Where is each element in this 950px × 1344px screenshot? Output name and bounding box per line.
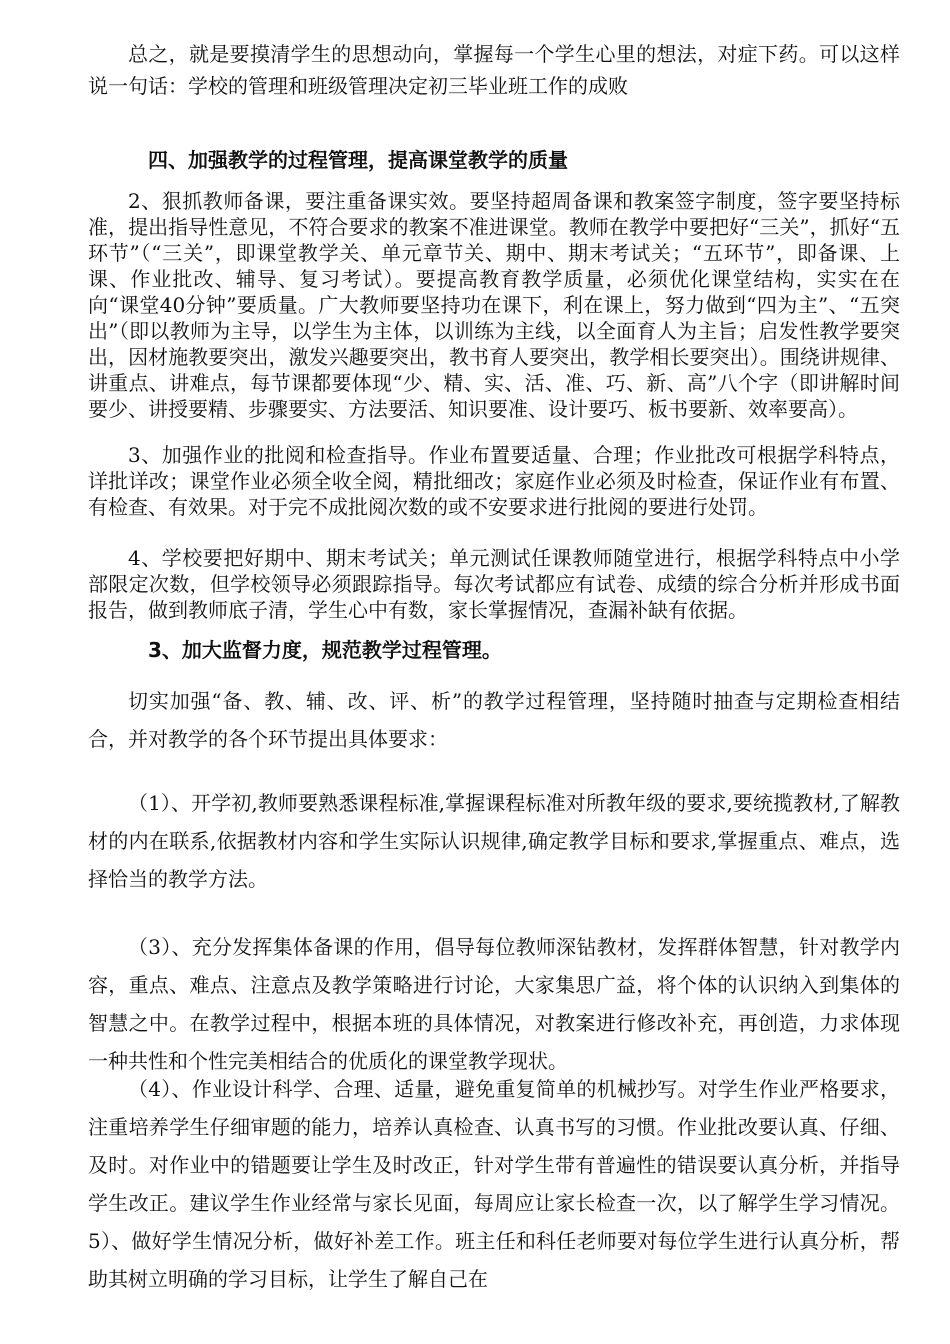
paragraph-intro: 总之，就是要摸清学生的思想动向，掌握每一个学生心里的想法，对症下药。可以这样说一句话：学校的管理和班级管理决定初三毕业班工作的成败: [88, 42, 900, 98]
paragraph-requirement-3: （3）、充分发挥集体备课的作用，倡导每位教师深钻教材，发挥群体智慧，针对教学内容，重点、难点、注意点及教学策略进行讨论，大家集思广益，将个体的认识纳入到集体的智慧之中。在教学过程中，根据本班的具体情况，对教案进行修改补充，再创造，力求体现一种共性和个性完美相结合的优质化的课堂教学现状。: [88, 935, 900, 1073]
paragraph-item-2: 2、狠抓教师备课，要注重备课实效。要坚持超周备课和教案签字制度，签字要坚持标准，提出指导性意见，不符合要求的教案不准进课堂。教师在教学中要把好“三关”，抓好“五环节”（“三关”，即课堂教学关、单元章节关、期中、期末考试关；“五环节”，即备课、上课、作业批改、辅导、复习考试）。要提高教育教学质量，必须优化课堂结构，实实在在向“课堂40分钟”要质量。广大教师要坚持功在课下，利在课上，努力做到“四为主”、“五突出”（即以教师为主导，以学生为主体，以训练为主线，以全面育人为主旨；启发性教学要突出，因材施教要突出，激发兴趣要突出，教书育人要突出，教学相长要突出）。围绕讲规律、讲重点、讲难点，每节课都要体现“少、精、实、活、准、巧、新、高”八个字（即讲解时间要少、讲授要精、步骤要实、方法要活、知识要准、设计要巧、板书要新、效率要高）。: [88, 189, 900, 421]
section-heading-three: 3、加大监督力度，规范教学过程管理。: [148, 638, 502, 662]
section-heading-four: 四、加强教学的过程管理，提高课堂教学的质量: [148, 148, 568, 172]
paragraph-requirement-4: （4）、作业设计科学、合理、适量，避免重复简单的机械抄写。对学生作业严格要求，注重培养学生仔细审题的能力，培养认真检查、认真书写的习惯。作业批改要认真、仔细、及时。对作业中的错题要让学生及时改正，针对学生带有普遍性的错误要认真分析，并指导学生改正。建议学生作业经常与家长见面，每周应让家长检查一次，以了解学生学习情况。5）、做好学生情况分析，做好补差工作。班主任和科任老师要对每位学生进行认真分析，帮助其树立明确的学习目标，让学生了解自己在: [88, 1077, 900, 1291]
paragraph-item-4: 4、学校要把好期中、期末考试关；单元测试任课教师随堂进行，根据学科特点中小学部限定次数，但学校领导必须跟踪指导。每次考试都应有试卷、成绩的综合分析并形成书面报告，做到教师底子清，学生心中有数，家长掌握情况，查漏补缺有依据。: [88, 546, 900, 622]
paragraph-item-3: 3、加强作业的批阅和检查指导。作业布置要适量、合理；作业批改可根据学科特点，详批详改；课堂作业必须全收全阅，精批细改；家庭作业必须及时检查，保证作业有布置、有检查、有效果。对于完不成批阅次数的或不安要求进行批阅的要进行处罚。: [88, 443, 900, 519]
paragraph-supervision: 切实加强“备、教、辅、改、评、析”的教学过程管理，坚持随时抽查与定期检查相结合，并对教学的各个环节提出具体要求：: [88, 689, 900, 751]
paragraph-requirement-1: （1）、开学初,教师要熟悉课程标准,掌握课程标准对所教年级的要求,要统揽教材,了解教材的内在联系,依据教材内容和学生实际认识规律,确定教学目标和要求,掌握重点、难点，选择恰当的教学方法。: [88, 791, 900, 891]
